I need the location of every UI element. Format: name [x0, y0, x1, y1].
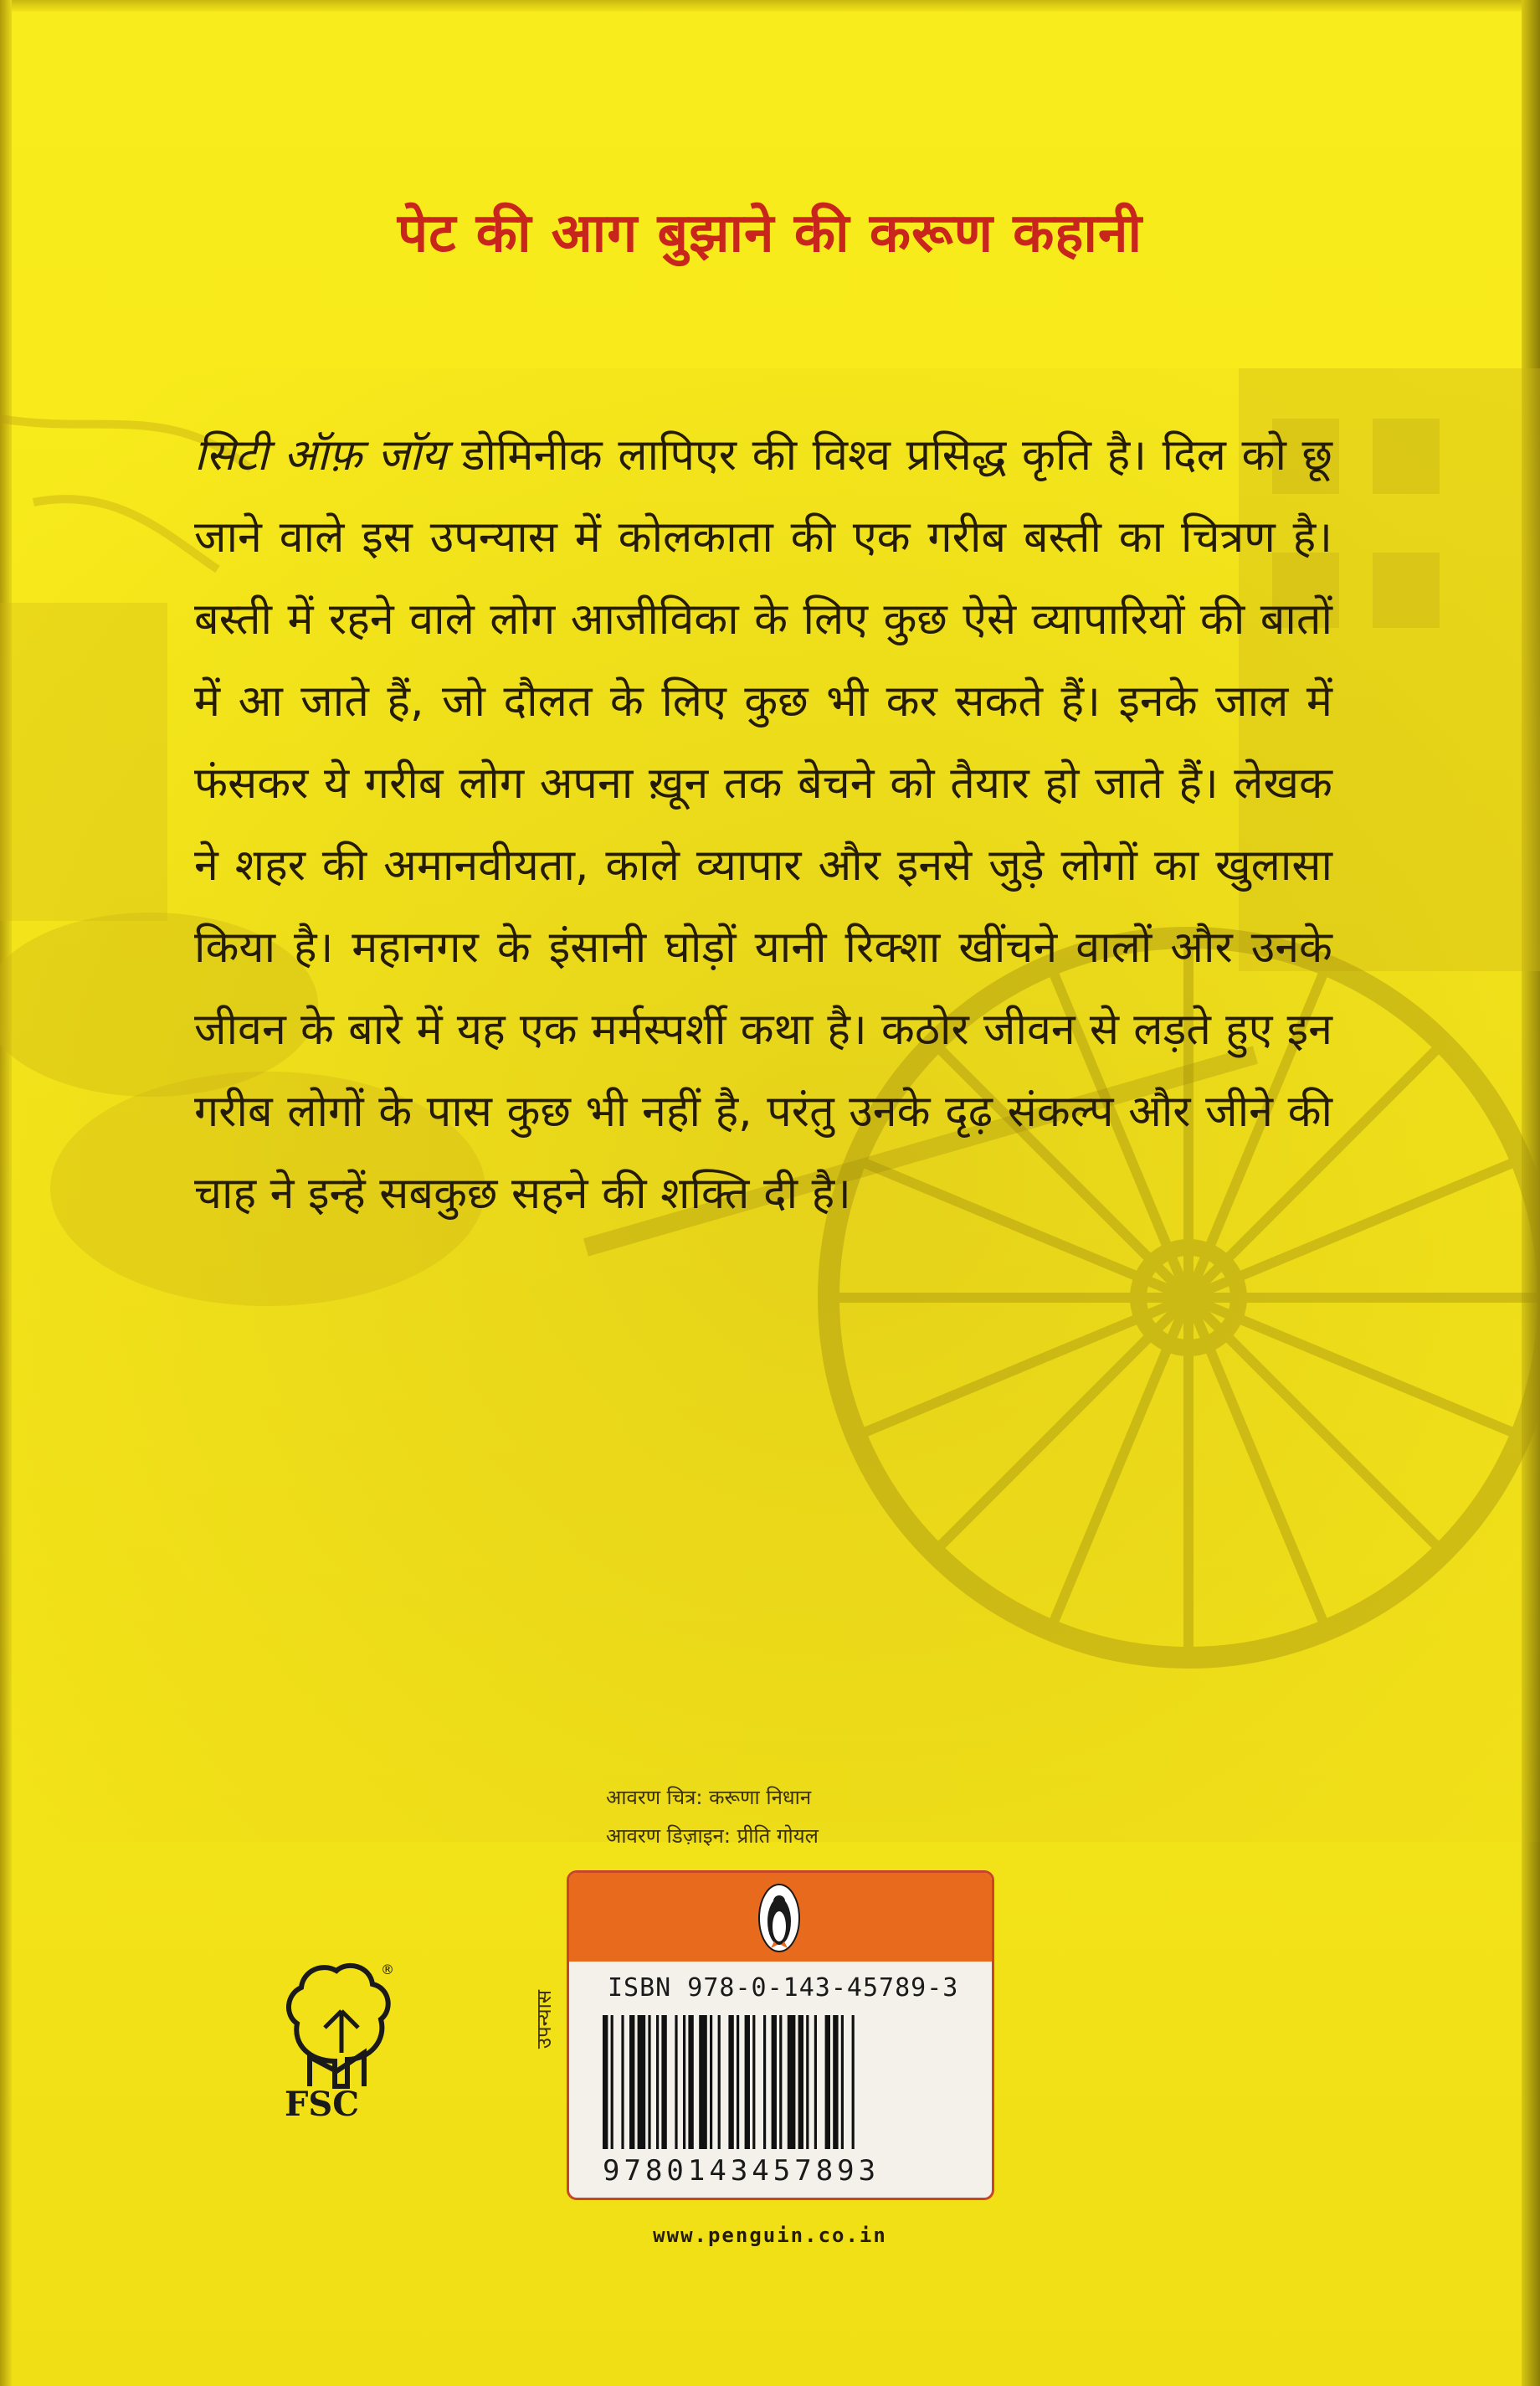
barcode-bar: [841, 2015, 844, 2149]
barcode-bar: [728, 2015, 733, 2149]
cover-credits: [606, 1778, 991, 1855]
barcode-bar: [638, 2015, 646, 2149]
book-title: सिटी ऑफ़ जॉय: [194, 430, 446, 481]
barcode-bar: [825, 2015, 830, 2149]
cover-art-credit: आवरण चित्र: करूणा निधान: [606, 1786, 812, 1809]
barcode-bar: [688, 2015, 693, 2149]
barcode-bar: [772, 2015, 777, 2149]
barcode-bar: [798, 2015, 803, 2149]
barcode-bar: [718, 2015, 721, 2149]
barcode-bar: [833, 2015, 838, 2149]
barcode-bar: [621, 2015, 624, 2149]
barcode-bar: [814, 2015, 817, 2149]
barcode-bar: [763, 2015, 766, 2149]
cover-design-credit: आवरण डिज़ाइन: प्रीति गोयल: [606, 1824, 819, 1848]
barcode-bar: [737, 2015, 739, 2149]
barcode-bar: [779, 2015, 782, 2149]
barcode: [603, 2015, 963, 2166]
isbn-number: ISBN 978-0-143-45789-3: [608, 1973, 959, 2003]
blurb-text: डोमिनीक लापिएर की विश्व प्रसिद्ध कृति है। दिल को छू जाने वाले इस उपन्यास में कोलकाता की एक गरीब बस्ती का चित्रण है। बस्ती में रहने वाले लोग आजीविका के लिए कुछ ऐसे व्यापारियों की बातों में आ जाते हैं, जो दौलत के लिए कुछ भी कर सकते हैं। इनके जाल में फंसकर ये गरीब लोग अपना ख़ून तक बेचने को तैयार हो जाते हैं। लेखक ने शहर की अमानवीयता, काले व्यापार और इनसे जुड़े लोगों का खुलासा किया है। महानगर के इंसानी घोड़ों यानी रिक्शा खींचने वालों और उनके जीवन के बारे में यह एक मर्मस्पर्शी कथा है। कठोर जीवन से लड़ते हुए इन गरीब लोगों के पास कुछ भी नहीं है, परंतु उनके दृढ़ संकल्प और जीने की चाह ने इन्हें सबकुछ सहने की शक्ति दी है।: [194, 430, 1332, 1219]
barcode-bar: [629, 2015, 634, 2149]
cover-edge-top: [0, 0, 1540, 12]
barcode-digits: 9780143457893: [603, 2154, 880, 2188]
barcode-bar: [852, 2015, 855, 2149]
genre-label: उपन्यास: [532, 1989, 556, 2049]
barcode-bar: [611, 2015, 613, 2149]
barcode-bar: [699, 2015, 707, 2149]
blurb-paragraph: [194, 414, 1332, 1235]
tagline: पेट की आग बुझाने की करूण कहानी: [397, 203, 1143, 265]
barcode-bar: [752, 2015, 755, 2149]
barcode-bar: [603, 2015, 608, 2149]
barcode-bar: [806, 2015, 808, 2149]
publisher-band: [569, 1873, 992, 1962]
barcode-bar: [661, 2015, 666, 2149]
barcode-bar: [745, 2015, 750, 2149]
barcode-bar: [656, 2015, 659, 2149]
barcode-bar: [675, 2015, 677, 2149]
barcode-bar: [710, 2015, 712, 2149]
barcode-bar: [648, 2015, 650, 2149]
penguin-logo-icon: [757, 1883, 801, 1953]
fsc-label: FSC: [285, 2085, 360, 2124]
barcode-bar: [683, 2015, 685, 2149]
publisher-website: www.penguin.co.in: [653, 2224, 887, 2247]
isbn-barcode-box: [567, 1870, 994, 2200]
barcode-bar: [788, 2015, 796, 2149]
fsc-registered-mark: ®: [381, 1962, 394, 1977]
